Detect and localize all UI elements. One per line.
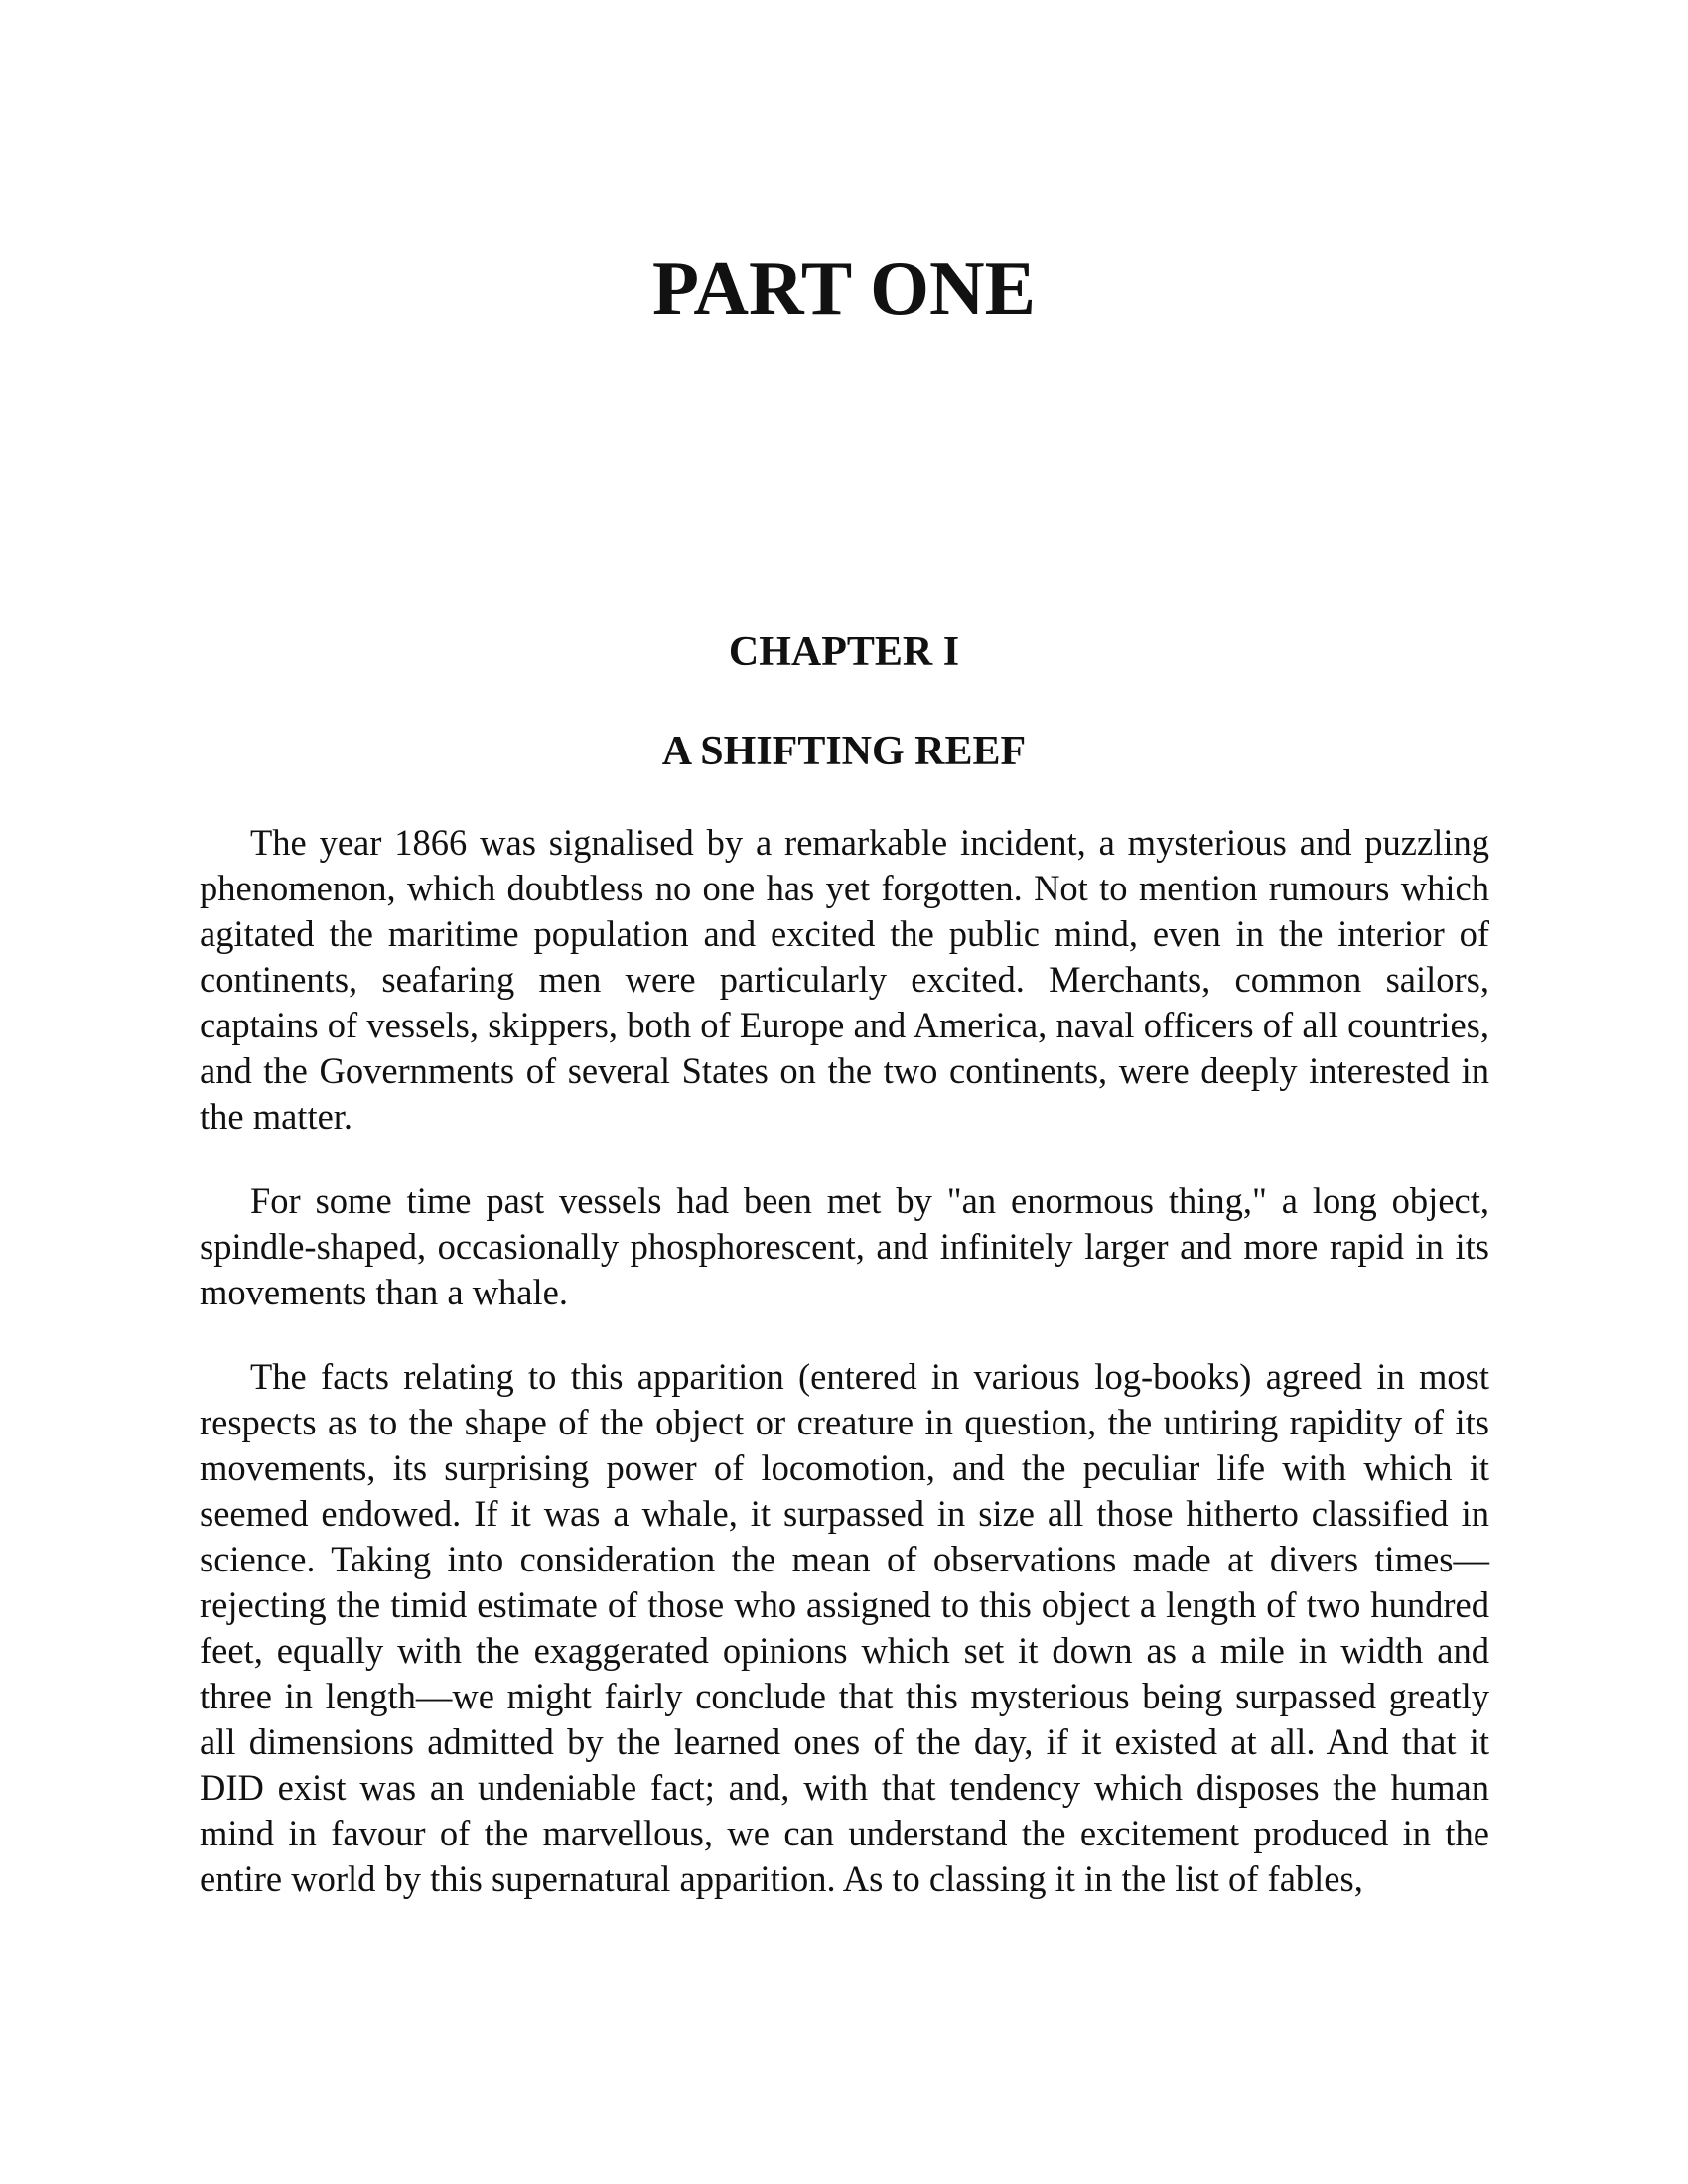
chapter-body xyxy=(200,820,1489,1941)
part-title: PART ONE xyxy=(652,245,1036,331)
paragraph-1: The year 1866 was signalised by a remarkable incident, a mysterious and puzzling phenomenon, which doubtless no one has yet forgotten. Not to mention rumours which agitated the maritime population and excited the public mind, even in the interior of continents, seafaring men were particularly excited. Merchants, common sailors, captains of vessels, skippers, both of Europe and America, naval officers of all countries, and the Governments of several States on the two continents, were deeply interested in the matter. xyxy=(200,822,1489,1137)
chapter-title: A SHIFTING REEF xyxy=(661,729,1027,774)
paragraph-2: For some time past vessels had been met by "an enormous thing," a long object, spindle-shaped, occasionally phosphorescent, and infinitely larger and more rapid in its movements than a whale. xyxy=(200,1180,1489,1312)
paragraph-3: The facts relating to this apparition (entered in various log-books) agreed in most respects as to the shape of the object or creature in question, the untiring rapidity of its movements, its surprising power of locomotion, and the peculiar life with which it seemed endowed. If it was a whale, it surpassed in size all those hitherto classified in science. Taking into consideration the mean of observations made at divers times—rejecting the timid estimate of those who assigned to this object a length of two hundred feet, equally with the exaggerated opinions which set it down as a mile in width and three in length—we might fairly conclude that this mysterious being surpassed greatly all dimensions admitted by the learned ones of the day, if it existed at all. And that it DID exist was an undeniable fact; and, with that tendency which disposes the human mind in favour of the marvellous, we can understand the excitement produced in the entire world by this supernatural apparition. As to classing it in the list of fables, xyxy=(200,1356,1489,1899)
chapter-number: CHAPTER I xyxy=(728,629,960,675)
